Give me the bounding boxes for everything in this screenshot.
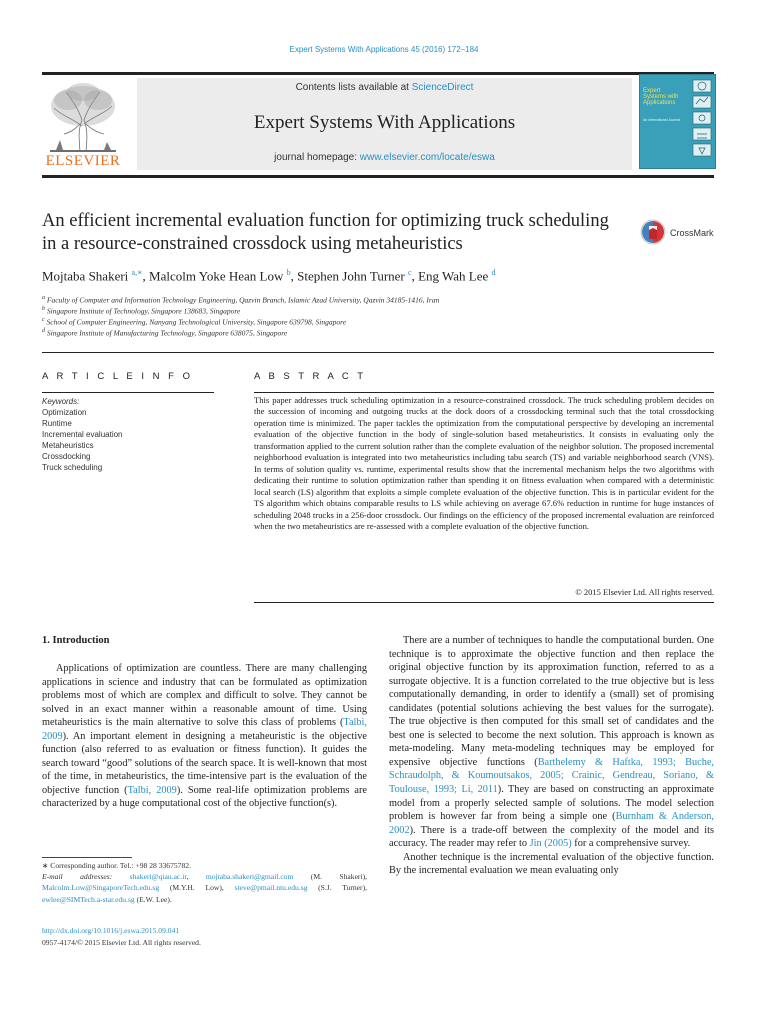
keyword: Incremental evaluation bbox=[42, 430, 123, 439]
paper-title: An efficient incremental evaluation function for optimizing truck scheduling in a resource-constrained crossdock using metaheuristics bbox=[42, 211, 609, 254]
author-list: Mojtaba Shakeri $^{a,∗}$, Malcolm Yoke Hean Low $^b$, Stephen John Turner $^c$, Eng Wah Lee $^d$ bbox=[42, 268, 496, 284]
homepage-line bbox=[137, 152, 632, 163]
author-name[interactable]: Malcolm Yoke Hean Low bbox=[149, 268, 284, 284]
affiliation bbox=[42, 328, 714, 338]
abstract-rule bbox=[254, 392, 714, 393]
journal-title: Expert Systems With Applications bbox=[253, 112, 516, 133]
sciencedirect-link[interactable]: ScienceDirect bbox=[411, 82, 474, 93]
body-paragraph: Another technique is the incremental evaluation of the objective function. By the incremental evaluation we mean evaluating only bbox=[389, 851, 714, 877]
author-affil-marker[interactable]: c bbox=[408, 268, 412, 277]
author-name[interactable]: Eng Wah Lee bbox=[418, 268, 489, 284]
keyword: Metaheuristics bbox=[42, 441, 94, 450]
citation-link[interactable]: shakeri@qiau.ac.ir bbox=[129, 872, 187, 882]
author-affil-marker[interactable]: b bbox=[286, 268, 291, 277]
body-column-right bbox=[389, 634, 714, 878]
citation-link[interactable]: steve@pmail.ntu.edu.sg bbox=[234, 883, 308, 893]
citation-link[interactable]: ewlee@SIMTech.a-star.edu.sg bbox=[42, 894, 135, 904]
elsevier-wordmark: ELSEVIER bbox=[45, 153, 121, 169]
footnote-rule bbox=[42, 857, 132, 858]
author-name[interactable]: Stephen John Turner bbox=[297, 268, 405, 284]
contents-line bbox=[137, 82, 632, 93]
contents-prefix: Contents lists available at bbox=[295, 82, 412, 93]
homepage-prefix: journal homepage: bbox=[274, 152, 360, 163]
affiliation bbox=[42, 317, 714, 327]
article-info-rule bbox=[42, 392, 214, 393]
body-paragraph: There are a number of techniques to handle the computational burden. One technique is to approximate the objective function and then replace the original objective function by its approximation function, referred to as a surrogate objective. It is a function correlated to the true objective but is less computationally demanding, in order to identify a (small) set of promising candidates (potential solutions achieving the best values for the surrogate). The true objective is then computed for this small set of candidates and the best one is selected to become the next solution. This approach is known as meta-modeling. Many meta-modeling techniques may be employed for expensive objective functions (Barthelemy & Haftka, 1993; Buche, Schraudolph, & Koumoutsakos, 2005; Crainic, Gendreau, Soriano, & Toulouse, 1993; Li, 2011). They are based on constructing an approximate model from a properly selected sample of solutions. The model selection problem is however far from being a simple one (Burnham & Anderson, 2002). There is a trade-off between the complexity of the model and its accuracy. The reader may refer to Jin (2005) for a comprehensive survey. bbox=[389, 635, 715, 850]
affiliation-text: Faculty of Computer and Information Technology Engineering, Qazvin Branch, Islamic Azad University, Qazvin 34185-1416, Iran bbox=[46, 295, 440, 305]
citation-link[interactable]: mojtaba.shakeri@gmail.com bbox=[205, 872, 294, 882]
affiliation-text: Singapore Institute of Manufacturing Technology, Singapore 638075, Singapore bbox=[46, 328, 288, 338]
journal-reference[interactable]: Expert Systems With Applications 45 (2016) 172–184 bbox=[289, 45, 479, 54]
cover-subtitle: An International Journal bbox=[643, 118, 680, 122]
abstract-bottom-rule bbox=[254, 602, 714, 603]
citation-link[interactable]: Talbi, 2009 bbox=[42, 717, 367, 742]
doi-link[interactable]: http://dx.doi.org/10.1016/j.eswa.2015.09.041 bbox=[42, 926, 180, 935]
citation-link[interactable]: Burnham & Anderson, 2002 bbox=[389, 811, 714, 836]
abstract-copyright: © 2015 Elsevier Ltd. All rights reserved. bbox=[575, 587, 714, 597]
author-affil-marker[interactable]: d bbox=[491, 268, 496, 277]
citation-link[interactable]: Malcolm.Low@SingaporeTech.edu.sg bbox=[42, 883, 160, 893]
email-addresses bbox=[42, 871, 367, 905]
body-paragraph: Applications of optimization are countless. There are many challenging applications in science and industry that can be formulated as optimization problems most of which are complex and difficult to solve. They cannot be solved in an exact manner within a reasonable amount of time. Using metaheuristics is the main alternative to solve this class of problems (Talbi, 2009). An important element in designing a metaheuristic is the objective function (also referred to as evaluation or fitness function). It guides the search toward “good” solutions of the search space. It is well-known that most of the time, in metaheuristics, the time-intensive part is the evaluation of the objective function (Talbi, 2009). Some real-life optimization problems are characterized by a huge computational cost of the objective function(s). bbox=[42, 663, 367, 810]
affiliation bbox=[42, 306, 714, 316]
keyword: Runtime bbox=[42, 419, 72, 428]
email-list: shakeri@qiau.ac.ir, mojtaba.shakeri@gmail.com (M. Shakeri), Malcolm.Low@SingaporeTech.edu.sg (M.Y.H. Low), steve@pmail.ntu.edu.sg (S.J. Turner), ewlee@SIMTech.a-star.edu.sg (E.W. Lee). bbox=[42, 872, 368, 904]
citation-link[interactable]: Jin (2005) bbox=[529, 838, 572, 850]
email-label: E-mail addresses: bbox=[42, 872, 130, 882]
article-info-heading: A R T I C L E I N F O bbox=[42, 371, 193, 382]
citation-link[interactable]: Barthelemy & Haftka, 1993; Buche, Schraudolph, & Koumoutsakos, 2005; Crainic, Gendreau, Soriano, & Toulouse, 1993; Li, 2011 bbox=[389, 756, 715, 796]
keyword: Crossdocking bbox=[42, 452, 91, 461]
body-column-left bbox=[42, 662, 367, 811]
affiliation-marker: d bbox=[42, 328, 45, 334]
abstract-text: This paper addresses truck scheduling optimization in a resource-constrained crossdock. The truck scheduling problem decides on the succession of incoming and outgoing trucks at the dock doors of a crossdocking terminal such that the total crossdocking operation time is minimized. The paper tackles the optimization from the computational perspective by developing an incremental evaluation of the objective function in the body of single-solution based metaheuristics. It consists in evaluating only the transformation applied to the current solution rather than the complete evaluation of the neighbor solution. The proposed incremental neighborhood evaluation is integrated into two metaheuristics including tabu search (TS) and variable neighborhood search (VNS). In terms of solution quality vs. runtime, experimental results show that the incremental mechanism helps the two algorithms with dedicating their runtime to solution optimization rather than spending it on fitness evaluation when compared with a deterministic local search (LS) algorithm that exploits a simple complete evaluation of the objective function. This is in particular evident for the TS algorithm which obtains comparable results to LS while achieving on average 67.6% reduction in runtime for huge instances of scheduling 2048 trucks in a 256-door crossdock. Our findings on the efficiency of the proposed incremental evaluation are reinforced when the two metaheuristics are re-assessed with a complete evaluation of the objective function. bbox=[254, 395, 714, 531]
affiliation-text: School of Computer Engineering, Nanyang Technological University, Singapore 639798, Singapore bbox=[46, 317, 347, 327]
citation-link[interactable]: Talbi, 2009 bbox=[127, 784, 177, 796]
keyword: Optimization bbox=[42, 408, 87, 417]
footnotes bbox=[42, 860, 367, 905]
affiliation-marker: b bbox=[42, 306, 45, 312]
header-rule-bottom bbox=[42, 175, 714, 178]
section-heading-introduction: 1. Introduction bbox=[42, 635, 110, 646]
journal-homepage-link[interactable]: www.elsevier.com/locate/eswa bbox=[359, 152, 495, 163]
keywords-label: Keywords: bbox=[42, 397, 80, 406]
affiliation bbox=[42, 295, 714, 305]
affiliation-marker: c bbox=[42, 317, 45, 323]
affiliation-text: Singapore Institute of Technology, Singapore 138683, Singapore bbox=[46, 306, 241, 316]
author-affil-marker[interactable]: a,∗ bbox=[131, 268, 143, 277]
corresponding-author-note: ∗ Corresponding author. Tel.: +98 28 33675782. bbox=[42, 861, 191, 870]
keyword: Truck scheduling bbox=[42, 463, 103, 472]
header-rule-top bbox=[42, 72, 714, 75]
affiliation-marker: a bbox=[42, 295, 45, 301]
issn-copyright: 0957-4174/© 2015 Elsevier Ltd. All rights reserved. bbox=[42, 938, 201, 947]
affiliation-rule bbox=[42, 352, 714, 353]
abstract-heading: A B S T R A C T bbox=[254, 371, 367, 382]
cover-title: Expert Systems with Applications bbox=[643, 88, 679, 106]
keywords-block bbox=[42, 396, 214, 473]
crossmark-label[interactable]: CrossMark bbox=[670, 228, 714, 238]
cover-icons bbox=[691, 78, 713, 164]
author-name[interactable]: Mojtaba Shakeri bbox=[42, 268, 129, 284]
